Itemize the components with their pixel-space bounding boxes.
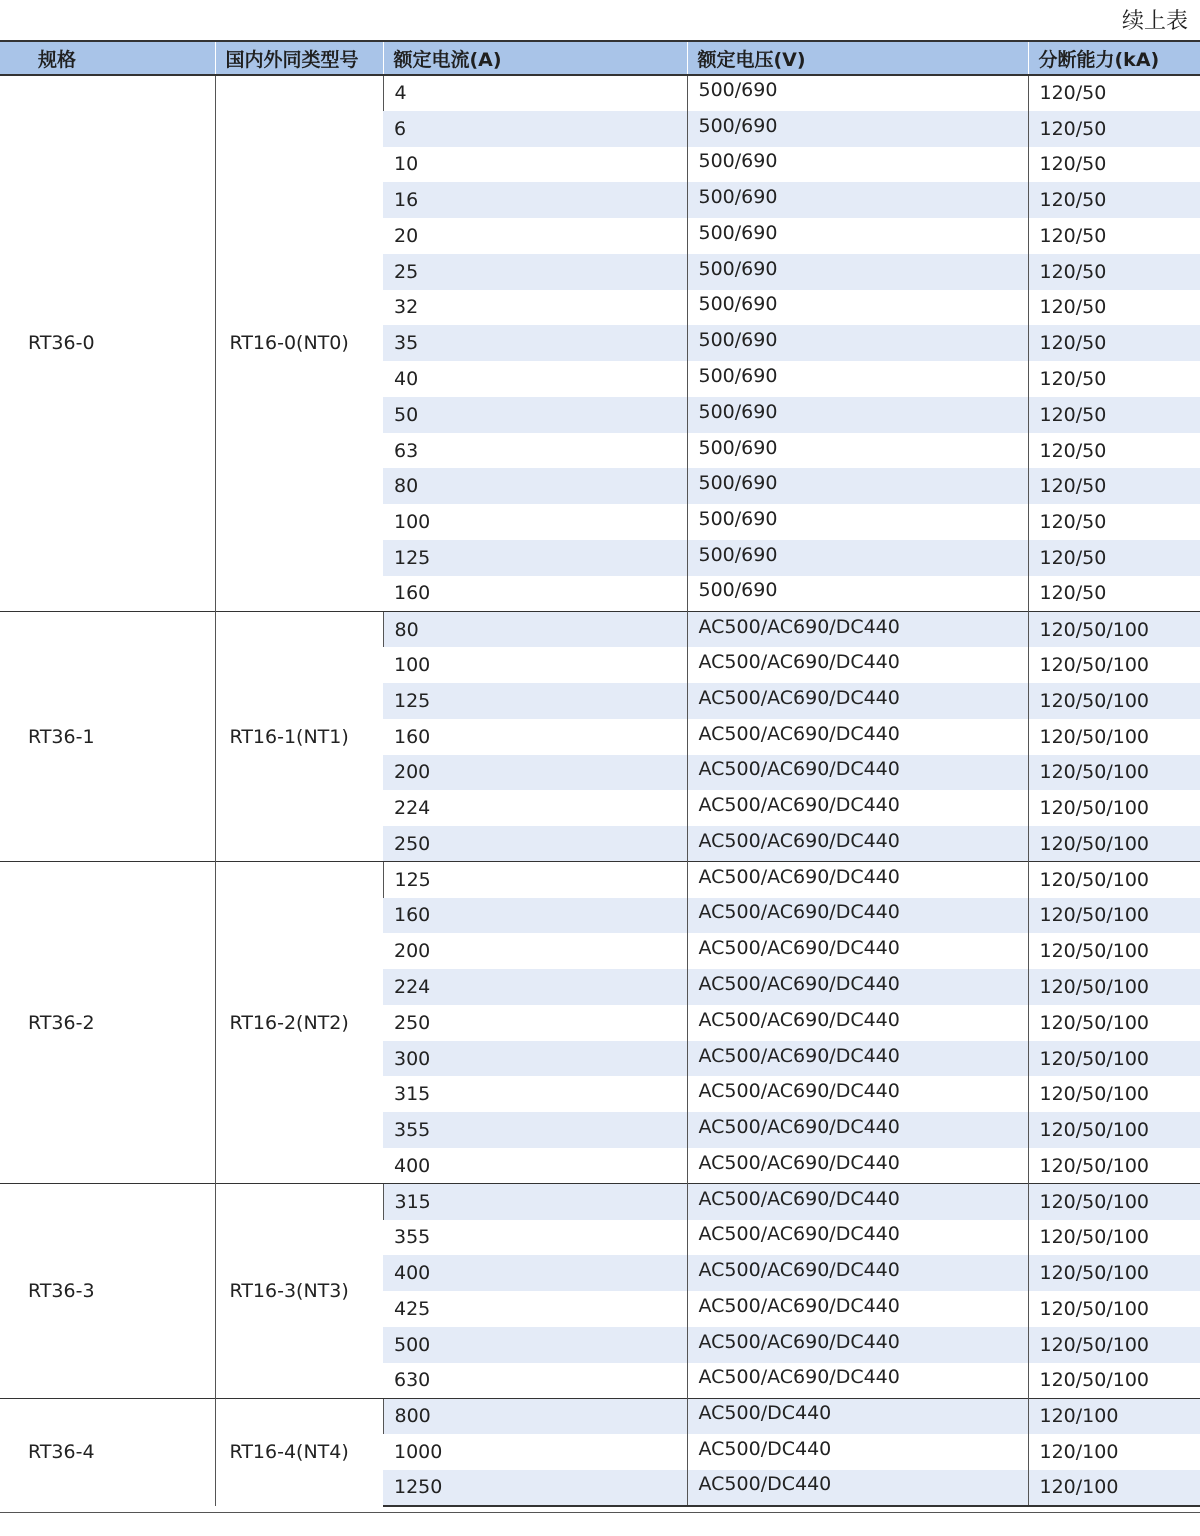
table-row: [0, 75, 1200, 111]
breaking-capacity-cell: 120/50/100: [1028, 933, 1200, 969]
breaking-capacity-cell: 120/50/100: [1028, 969, 1200, 1005]
breaking-capacity-cell: 120/50/100: [1028, 1291, 1200, 1327]
rated-current-cell: 400: [394, 1154, 431, 1177]
rated-voltage-cell: 500/690: [687, 361, 1028, 397]
breaking-capacity-cell: 120/50/100: [1028, 898, 1200, 934]
rated-voltage-cell: AC500/AC690/DC440: [687, 862, 1028, 898]
breaking-capacity-cell: 120/50/100: [1028, 1220, 1200, 1256]
rated-voltage-cell: AC500/AC690/DC440: [687, 719, 1028, 755]
rated-current-cell: 1250: [383, 1470, 687, 1506]
rated-current-cell: 32: [394, 296, 419, 319]
breaking-capacity-cell: 120/50/100: [1028, 1184, 1200, 1220]
rated-voltage-cell: AC500/AC690/DC440: [687, 898, 1028, 934]
rated-current-cell: 100: [394, 654, 431, 677]
rated-current-cell: 200: [394, 940, 431, 963]
breaking-capacity-cell: 120/50: [1028, 147, 1200, 183]
rated-current-cell: 1000: [394, 1440, 443, 1463]
rated-current-cell: 250: [383, 826, 687, 862]
breaking-capacity-cell: 120/100: [1028, 1398, 1200, 1434]
breaking-capacity-cell: 120/50: [1028, 576, 1200, 612]
spec-cell: RT36-3: [0, 1184, 215, 1399]
rated-voltage-cell: 500/690: [687, 397, 1028, 433]
breaking-capacity-cell: 120/50/100: [1028, 1327, 1200, 1363]
rated-voltage-cell: 500/690: [687, 540, 1028, 576]
rated-current-cell: 125: [383, 862, 687, 898]
rated-current-cell: 6: [383, 111, 687, 147]
continued-label: 续上表: [1121, 9, 1188, 34]
breaking-capacity-cell: 120/50: [1028, 254, 1200, 290]
rated-current-cell: 10: [394, 153, 419, 176]
table-body: [0, 75, 1200, 1506]
rated-voltage-cell: 500/690: [687, 504, 1028, 540]
spec-cell: RT36-4: [0, 1398, 215, 1505]
bottom-rule: [0, 1512, 1200, 1513]
rated-current-cell: 425: [394, 1297, 431, 1320]
rated-voltage-cell: AC500/AC690/DC440: [687, 1291, 1028, 1327]
breaking-capacity-cell: 120/50/100: [1028, 611, 1200, 647]
rated-voltage-cell: AC500/AC690/DC440: [687, 969, 1028, 1005]
breaking-capacity-cell: 120/50/100: [1028, 647, 1200, 683]
table-row: [0, 1398, 1200, 1434]
rated-current-cell: 160: [383, 898, 687, 934]
model-cell: RT16-1(NT1): [215, 611, 383, 861]
breaking-capacity-cell: 120/50: [1028, 75, 1200, 111]
rated-current-cell: 800: [383, 1398, 687, 1434]
rated-voltage-cell: 500/690: [687, 325, 1028, 361]
rated-voltage-cell: 500/690: [687, 254, 1028, 290]
rated-voltage-cell: AC500/DC440: [687, 1434, 1028, 1470]
rated-voltage-cell: AC500/AC690/DC440: [687, 683, 1028, 719]
breaking-capacity-cell: 120/50: [1028, 290, 1200, 326]
model-cell: RT16-4(NT4): [215, 1398, 383, 1505]
breaking-capacity-cell: 120/50: [1028, 433, 1200, 469]
header-spec: 规格: [0, 41, 215, 75]
breaking-capacity-cell: 120/50/100: [1028, 862, 1200, 898]
rated-current-cell: 224: [394, 797, 431, 820]
breaking-capacity-cell: 120/50/100: [1028, 683, 1200, 719]
header-breaking-capacity: 分断能力(kA): [1028, 41, 1200, 75]
header-rated-current: 额定电流(A): [383, 41, 687, 75]
rated-voltage-cell: AC500/AC690/DC440: [687, 1076, 1028, 1112]
header-rated-voltage: 额定电压(V): [687, 41, 1028, 75]
rated-current-cell: 160: [394, 582, 431, 605]
rated-voltage-cell: 500/690: [687, 182, 1028, 218]
rated-current-cell: 315: [383, 1184, 687, 1220]
rated-voltage-cell: AC500/AC690/DC440: [687, 1148, 1028, 1184]
rated-current-cell: 80: [383, 468, 687, 504]
breaking-capacity-cell: 120/50/100: [1028, 826, 1200, 862]
rated-voltage-cell: 500/690: [687, 218, 1028, 254]
breaking-capacity-cell: 120/50/100: [1028, 1076, 1200, 1112]
rated-current-cell: 160: [394, 725, 431, 748]
model-cell: RT16-3(NT3): [215, 1184, 383, 1399]
rated-voltage-cell: AC500/AC690/DC440: [687, 755, 1028, 791]
rated-current-cell: 100: [394, 511, 431, 534]
rated-current-cell: 250: [394, 1011, 431, 1034]
breaking-capacity-cell: 120/50/100: [1028, 719, 1200, 755]
breaking-capacity-cell: 120/50: [1028, 325, 1200, 361]
rated-current-cell: 630: [394, 1369, 431, 1392]
model-cell: RT16-0(NT0): [215, 75, 383, 611]
breaking-capacity-cell: 120/50: [1028, 397, 1200, 433]
rated-voltage-cell: 500/690: [687, 468, 1028, 504]
rated-current-cell: 40: [394, 368, 419, 390]
rated-voltage-cell: 500/690: [687, 576, 1028, 612]
rated-current-cell: 400: [383, 1255, 687, 1291]
breaking-capacity-cell: 120/50/100: [1028, 1148, 1200, 1184]
rated-voltage-cell: AC500/AC690/DC440: [687, 611, 1028, 647]
breaking-capacity-cell: 120/100: [1028, 1434, 1200, 1470]
rated-current-cell: 20: [394, 224, 419, 247]
rated-voltage-cell: AC500/AC690/DC440: [687, 1112, 1028, 1148]
breaking-capacity-cell: 120/50: [1028, 504, 1200, 540]
breaking-capacity-cell: 120/50: [1028, 361, 1200, 397]
rated-voltage-cell: AC500/AC690/DC440: [687, 933, 1028, 969]
rated-voltage-cell: AC500/AC690/DC440: [687, 1005, 1028, 1041]
rated-voltage-cell: 500/690: [687, 75, 1028, 111]
breaking-capacity-cell: 120/50/100: [1028, 1005, 1200, 1041]
rated-current-cell: 315: [394, 1083, 431, 1106]
rated-voltage-cell: AC500/DC440: [687, 1470, 1028, 1506]
spec-cell: RT36-1: [0, 611, 215, 861]
rated-current-cell: 125: [383, 540, 687, 576]
rated-current-cell: 50: [383, 397, 687, 433]
breaking-capacity-cell: 120/50/100: [1028, 790, 1200, 826]
rated-voltage-cell: AC500/AC690/DC440: [687, 1220, 1028, 1256]
breaking-capacity-cell: 120/50/100: [1028, 1112, 1200, 1148]
rated-voltage-cell: 500/690: [687, 433, 1028, 469]
spec-cell: RT36-2: [0, 862, 215, 1184]
header-model: 国内外同类型号: [215, 41, 383, 75]
table-row: [0, 862, 1200, 898]
rated-voltage-cell: 500/690: [687, 290, 1028, 326]
rated-current-cell: 63: [394, 439, 419, 462]
header-row: [0, 41, 1200, 75]
rated-voltage-cell: AC500/AC690/DC440: [687, 1363, 1028, 1399]
rated-current-cell: 4: [383, 75, 687, 111]
rated-voltage-cell: 500/690: [687, 111, 1028, 147]
breaking-capacity-cell: 120/50: [1028, 111, 1200, 147]
rated-voltage-cell: AC500/AC690/DC440: [687, 826, 1028, 862]
breaking-capacity-cell: 120/50/100: [1028, 1041, 1200, 1077]
breaking-capacity-cell: 120/50: [1028, 182, 1200, 218]
rated-current-cell: 80: [383, 611, 687, 647]
table-row: [0, 611, 1200, 647]
rated-current-cell: 355: [394, 1226, 431, 1249]
breaking-capacity-cell: 120/50: [1028, 468, 1200, 504]
rated-voltage-cell: 500/690: [687, 147, 1028, 183]
rated-current-cell: 125: [383, 683, 687, 719]
breaking-capacity-cell: 120/50: [1028, 218, 1200, 254]
breaking-capacity-cell: 120/50/100: [1028, 755, 1200, 791]
model-cell: RT16-2(NT2): [215, 862, 383, 1184]
rated-voltage-cell: AC500/AC690/DC440: [687, 1327, 1028, 1363]
rated-current-cell: 35: [383, 325, 687, 361]
rated-current-cell: 25: [383, 254, 687, 290]
rated-current-cell: 224: [383, 969, 687, 1005]
rated-current-cell: 355: [383, 1112, 687, 1148]
breaking-capacity-cell: 120/50: [1028, 540, 1200, 576]
table-row: [0, 1184, 1200, 1220]
rated-voltage-cell: AC500/AC690/DC440: [687, 1041, 1028, 1077]
rated-current-cell: 300: [383, 1041, 687, 1077]
breaking-capacity-cell: 120/50/100: [1028, 1363, 1200, 1399]
rated-voltage-cell: AC500/AC690/DC440: [687, 1184, 1028, 1220]
rated-voltage-cell: AC500/DC440: [687, 1398, 1028, 1434]
rated-current-cell: 16: [383, 182, 687, 218]
rated-current-cell: 200: [383, 755, 687, 791]
rated-voltage-cell: AC500/AC690/DC440: [687, 647, 1028, 683]
spec-cell: RT36-0: [0, 75, 215, 611]
breaking-capacity-cell: 120/100: [1028, 1470, 1200, 1506]
rated-voltage-cell: AC500/AC690/DC440: [687, 1255, 1028, 1291]
rated-current-cell: 500: [383, 1327, 687, 1363]
breaking-capacity-cell: 120/50/100: [1028, 1255, 1200, 1291]
fuse-spec-table: [0, 40, 1200, 1507]
rated-voltage-cell: AC500/AC690/DC440: [687, 790, 1028, 826]
